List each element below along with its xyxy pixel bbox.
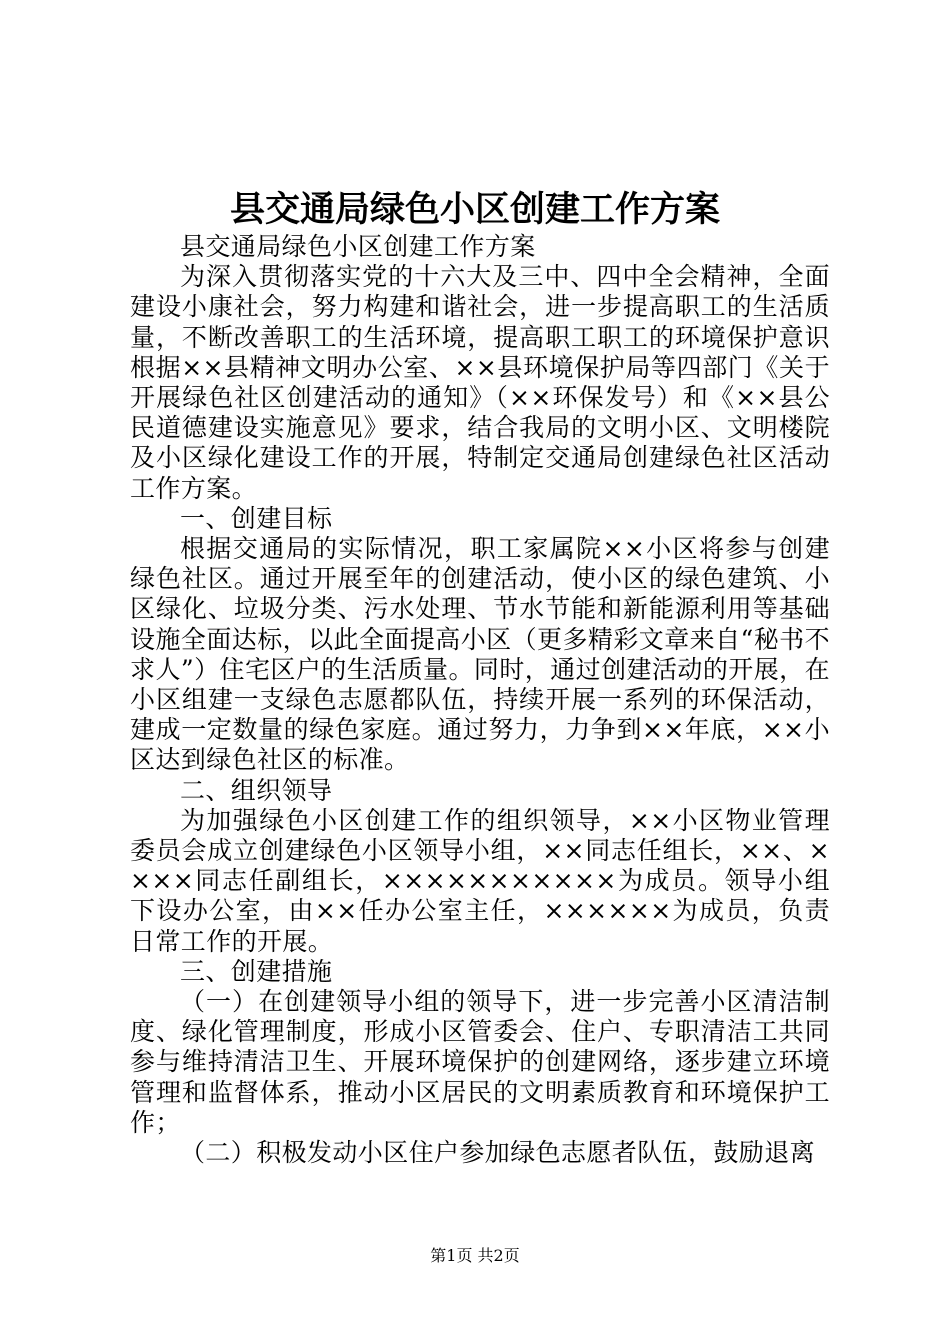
- paragraph-measure-2: （二）积极发动小区住户参加绿色志愿者队伍，鼓励退离: [180, 1138, 816, 1168]
- document-title: 县交通局绿色小区创建工作方案: [229, 189, 720, 230]
- paragraph-subtitle: 县交通局绿色小区创建工作方案: [180, 232, 536, 261]
- section-heading-leadership: 二、组织领导: [180, 775, 333, 805]
- paragraph-goals: 根据交通局的实际情况，职工家属院××小区将参与创建绿色社区。通过开展至年的创建活动，使小区的绿色建筑、小区绿化、垃圾分类、污水处理、节水节能和新能源利用等基础设施全面达标，以此全面提高小区（更多精彩文章来自“秘书不求人”）住宅区户的生活质量。同时，通过创建活动的开展，在小区组建一支绿色志愿都队伍，持续开展一系列的环保活动，建成一定数量的绿色家庭。通过努力，力争到××年底，××小区达到绿色社区的标准。: [130, 534, 830, 775]
- section-heading-measures: 三、创建措施: [180, 956, 333, 986]
- paragraph-leadership: 为加强绿色小区创建工作的组织领导，××小区物业管理委员会成立创建绿色小区领导小组，××同志任组长，××、××××同志任副组长，×××××××××××为成员。领导小组下设办公室，由××任办公室主任，××××××为成员，负责日常工作的开展。: [130, 805, 830, 956]
- paragraph-measure-1: （一）在创建领导小组的领导下，进一步完善小区清洁制度、绿化管理制度，形成小区管委会、住户、专职清洁工共同参与维持清洁卫生、开展环境保护的创建网络，逐步建立环境管理和监督体系，推动小区居民的文明素质教育和环境保护工作；: [130, 987, 830, 1137]
- paragraph-intro: 为深入贯彻落实党的十六大及三中、四中全会精神，全面建设小康社会，努力构建和谐社会，进一步提高职工的生活质量，不断改善职工的生活环境，提高职工职工的环境保护意识根据××县精神文明办公室、××县环境保护局等四部门《关于开展绿色社区创建活动的通知》（××环保发号）和《××县公民道德建设实施意见》要求，结合我局的文明小区、文明楼院及小区绿化建设工作的开展，特制定交通局创建绿色社区活动工作方案。: [130, 262, 830, 503]
- document-body: [130, 232, 830, 1168]
- section-heading-goals: 一、创建目标: [180, 503, 333, 533]
- page-number-footer: 第1页 共2页: [430, 1246, 520, 1265]
